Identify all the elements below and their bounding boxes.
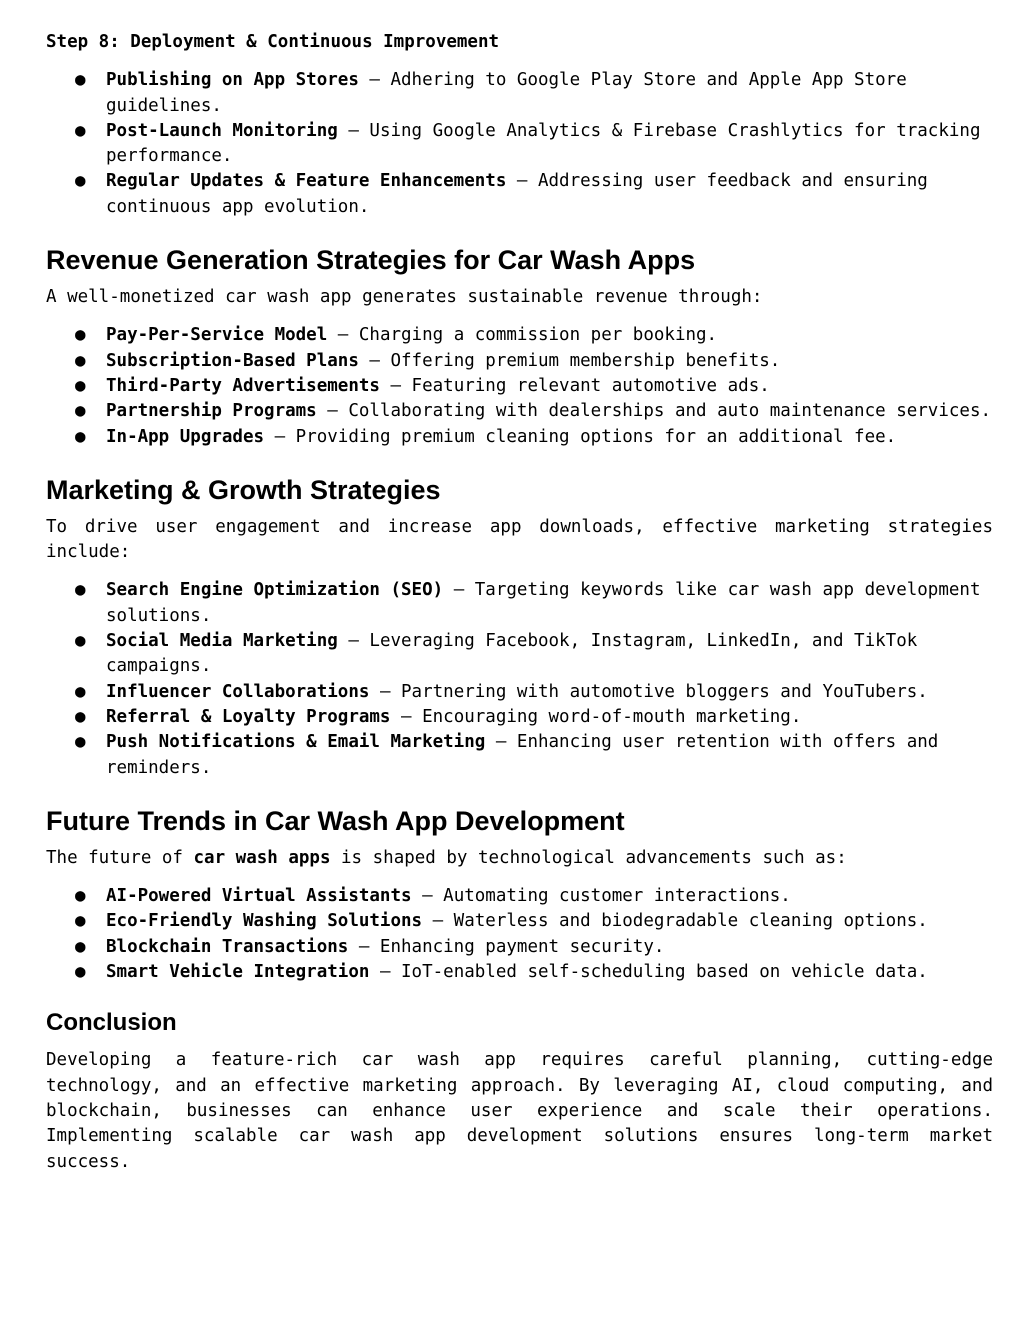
list-item (46, 884, 993, 909)
bullet-icon: ● (75, 120, 86, 141)
bullet-icon: ● (75, 70, 86, 91)
future-intro-bold: car wash apps (193, 847, 331, 868)
item-desc: – Collaborating with dealerships and auto maintenance services. (316, 401, 992, 422)
list-item (46, 578, 993, 629)
item-term: Blockchain Transactions (106, 936, 349, 957)
bullet-icon: ● (75, 732, 86, 753)
item-desc: – Enhancing payment security. (348, 936, 665, 957)
bullet-icon: ● (75, 426, 86, 447)
item-term: Pay-Per-Service Model (106, 325, 328, 346)
item-term: Eco-Friendly Washing Solutions (106, 911, 423, 932)
item-term: Push Notifications & Email Marketing (106, 732, 486, 753)
list-item (46, 349, 993, 374)
future-intro (46, 846, 993, 871)
bullet-icon: ● (75, 681, 86, 702)
document-page (46, 30, 993, 1188)
item-desc: – Waterless and biodegradable cleaning options. (422, 911, 928, 932)
bullet-icon: ● (75, 962, 86, 983)
item-term: Search Engine Optimization (SEO) (106, 580, 444, 601)
list-item (46, 425, 993, 450)
item-term: Social Media Marketing (106, 631, 338, 652)
item-desc: – Encouraging word-of-mouth marketing. (390, 706, 802, 727)
future-heading: Future Trends in Car Wash App Development (46, 805, 625, 836)
list-item (46, 169, 993, 220)
item-term: Third-Party Advertisements (106, 375, 380, 396)
marketing-heading: Marketing & Growth Strategies (46, 474, 441, 505)
bullet-icon: ● (75, 706, 86, 727)
bullet-icon: ● (75, 631, 86, 652)
list-item (46, 68, 993, 119)
item-desc: – Leveraging Facebook, Instagram, LinkedIn, and TikTok campaigns. (106, 631, 918, 677)
item-desc: – Offering premium membership benefits. (358, 350, 781, 371)
bullet-icon: ● (75, 886, 86, 907)
bullet-icon: ● (75, 401, 86, 422)
item-desc: – Using Google Analytics & Firebase Crashlytics for tracking performance. (106, 120, 981, 167)
item-term: Influencer Collaborations (106, 681, 370, 702)
item-term: Publishing on App Stores (106, 70, 359, 91)
item-term: Referral & Loyalty Programs (106, 706, 391, 727)
list-item (46, 629, 993, 680)
bullet-icon: ● (75, 375, 86, 396)
bullet-icon: ● (75, 580, 86, 601)
bullet-icon: ● (75, 171, 86, 192)
revenue-intro: A well-monetized car wash app generates sustainable revenue through: (46, 287, 763, 308)
list-item (46, 960, 993, 985)
item-desc: – Featuring relevant automotive ads. (379, 375, 770, 396)
bullet-icon: ● (75, 936, 86, 957)
item-desc: – Addressing user feedback and ensuring continuous app evolution. (106, 171, 928, 217)
item-desc: – IoT-enabled self-scheduling based on vehicle data. (369, 962, 928, 983)
item-desc: – Adhering to Google Play Store and Apple App Store guidelines. (106, 70, 907, 116)
future-list (46, 884, 993, 985)
item-desc: – Charging a commission per booking. (327, 325, 718, 346)
future-intro-after: is shaped by technological advancements such as: (330, 847, 847, 868)
item-term: Subscription-Based Plans (106, 350, 359, 371)
step8-list (46, 68, 993, 220)
list-item (46, 680, 993, 705)
list-item (46, 323, 993, 348)
list-item (46, 119, 993, 170)
item-desc: – Enhancing user retention with offers and reminders. (106, 732, 939, 778)
conclusion-heading: Conclusion (46, 1009, 177, 1037)
item-desc: – Targeting keywords like car wash app development solutions. (106, 580, 981, 626)
list-item (46, 935, 993, 960)
item-term: Smart Vehicle Integration (106, 962, 370, 983)
item-term: AI-Powered Virtual Assistants (106, 886, 412, 907)
item-term: Regular Updates & Feature Enhancements (106, 171, 507, 192)
future-intro-before: The future of (46, 847, 194, 868)
list-item (46, 374, 993, 399)
item-desc: – Automating customer interactions. (411, 886, 791, 907)
item-term: Partnership Programs (106, 401, 317, 422)
list-item (46, 909, 993, 934)
revenue-heading: Revenue Generation Strategies for Car Wash Apps (46, 245, 696, 276)
item-term: Post-Launch Monitoring (106, 120, 338, 141)
item-desc: – Partnering with automotive bloggers and YouTubers. (369, 681, 928, 702)
revenue-list (46, 323, 993, 449)
list-item (46, 705, 993, 730)
marketing-list (46, 578, 993, 780)
list-item (46, 730, 993, 781)
item-desc: – Providing premium cleaning options for an additional fee. (264, 426, 897, 447)
bullet-icon: ● (75, 325, 86, 346)
conclusion-body: Developing a feature-rich car wash app requires careful planning, cutting-edge technology, and an effective marketing approach. By leveraging AI, cloud computing, and blockchain, businesses can enhance user experience and scale their operations. Implementing scalable car wash app development solutions ensures long-term market success. (46, 1050, 993, 1172)
list-item (46, 399, 993, 424)
marketing-intro: To drive user engagement and increase app downloads, effective marketing strategies include: (46, 516, 993, 563)
bullet-icon: ● (75, 350, 86, 371)
step8-heading: Step 8: Deployment & Continuous Improvement (46, 32, 500, 52)
item-term: In-App Upgrades (106, 426, 265, 447)
bullet-icon: ● (75, 911, 86, 932)
